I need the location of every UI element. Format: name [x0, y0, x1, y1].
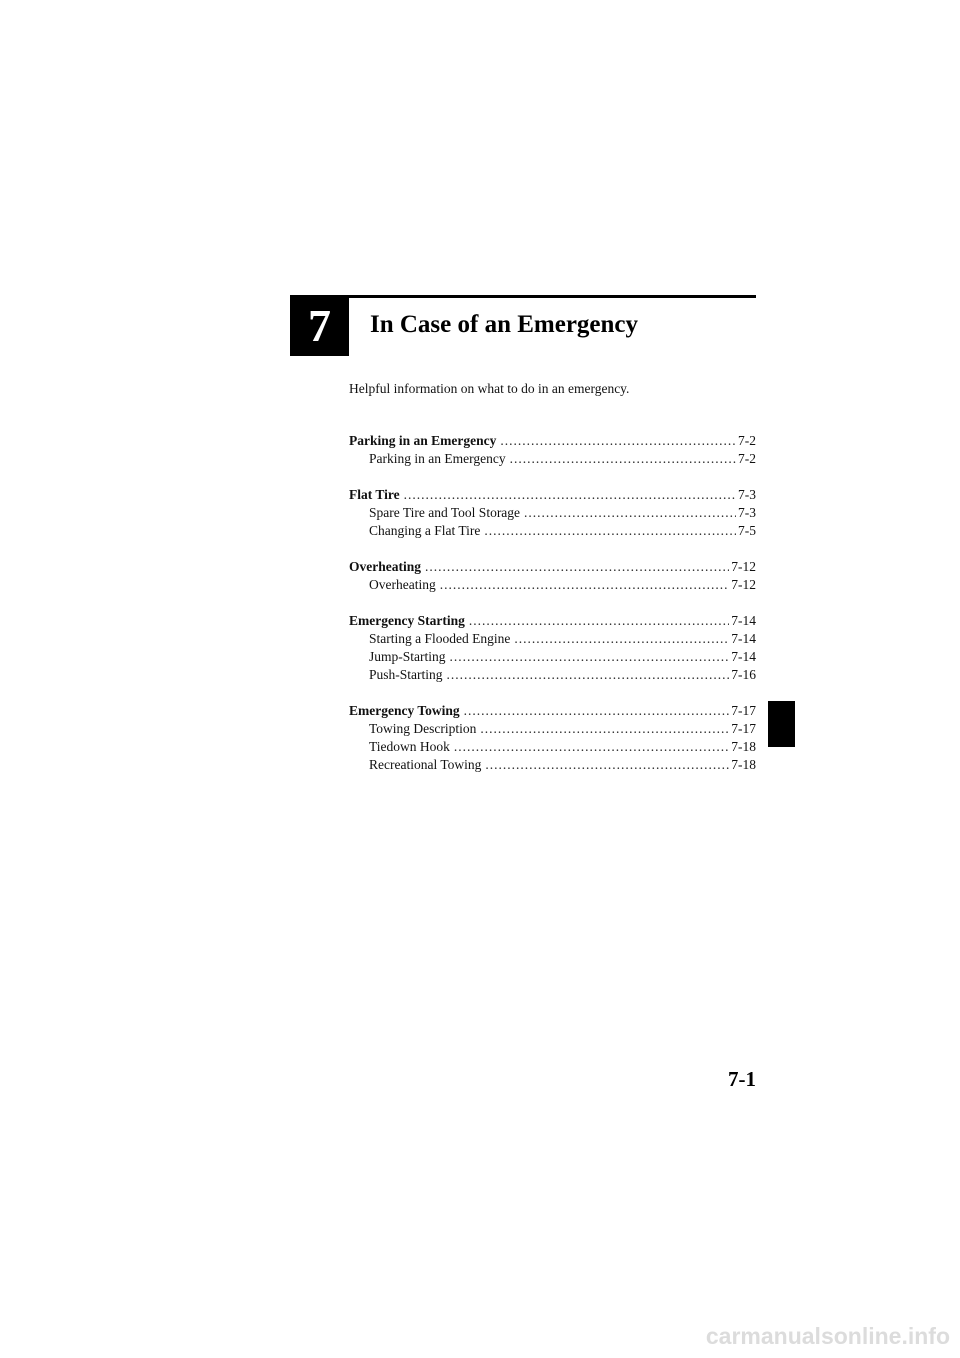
toc-leader-dots	[485, 756, 729, 774]
toc-section-flat-tire	[349, 486, 756, 540]
chapter-side-tab	[768, 701, 795, 747]
chapter-header	[290, 295, 756, 357]
toc-subentry-title: Jump-Starting	[369, 649, 446, 664]
toc-subentry-page: 7-2	[738, 451, 756, 466]
toc-subentry-page: 7-12	[731, 577, 756, 592]
toc-entry[interactable]	[349, 702, 756, 720]
toc-subentry-page: 7-14	[731, 649, 756, 664]
toc-leader-dots	[510, 450, 736, 468]
toc-entry-page: 7-3	[738, 487, 756, 502]
toc-subentry[interactable]	[349, 450, 756, 468]
toc-subentry[interactable]	[349, 720, 756, 738]
toc-subentry[interactable]	[349, 666, 756, 684]
toc-entry-page: 7-17	[731, 703, 756, 718]
toc-entry-page: 7-14	[731, 613, 756, 628]
toc-entry-title: Overheating	[349, 559, 421, 574]
toc-leader-dots	[469, 612, 729, 630]
toc-entry-title: Emergency Starting	[349, 613, 465, 628]
toc-subentry[interactable]	[349, 648, 756, 666]
toc-entry-title: Emergency Towing	[349, 703, 460, 718]
toc-subentry-title: Parking in an Emergency	[369, 451, 506, 466]
toc-leader-dots	[404, 486, 736, 504]
toc-section-overheating	[349, 558, 756, 594]
toc-subentry-page: 7-18	[731, 739, 756, 754]
toc-subentry[interactable]	[349, 504, 756, 522]
chapter-intro: Helpful information on what to do in an emergency.	[349, 381, 630, 396]
toc-section-parking	[349, 432, 756, 468]
watermark: carmanualsonline.info	[705, 1323, 950, 1349]
toc-subentry-title: Recreational Towing	[369, 757, 482, 772]
toc-leader-dots	[447, 666, 730, 684]
toc-leader-dots	[500, 432, 736, 450]
toc-subentry-title: Push-Starting	[369, 667, 443, 682]
toc-subentry[interactable]	[349, 630, 756, 648]
toc-entry[interactable]	[349, 558, 756, 576]
toc-subentry[interactable]	[349, 576, 756, 594]
toc-entry[interactable]	[349, 432, 756, 450]
chapter-title: In Case of an Emergency	[370, 311, 639, 338]
toc-leader-dots	[514, 630, 729, 648]
toc-leader-dots	[464, 702, 730, 720]
toc-section-emergency-starting	[349, 612, 756, 684]
toc-subentry-page: 7-16	[731, 667, 756, 682]
toc-subentry-page: 7-18	[731, 757, 756, 772]
toc-subentry[interactable]	[349, 522, 756, 540]
toc-entry-title: Flat Tire	[349, 487, 400, 502]
toc-leader-dots	[425, 558, 729, 576]
toc-subentry-page: 7-5	[738, 523, 756, 538]
toc-subentry-title: Overheating	[369, 577, 436, 592]
toc-entry[interactable]	[349, 612, 756, 630]
table-of-contents	[349, 432, 756, 792]
toc-leader-dots	[454, 738, 729, 756]
toc-subentry-page: 7-3	[738, 505, 756, 520]
page-number: 7-1	[728, 1067, 756, 1091]
toc-entry[interactable]	[349, 486, 756, 504]
toc-subentry[interactable]	[349, 756, 756, 774]
toc-entry-title: Parking in an Emergency	[349, 433, 497, 448]
toc-subentry-title: Tiedown Hook	[369, 739, 450, 754]
toc-leader-dots	[440, 576, 730, 594]
toc-subentry-title: Spare Tire and Tool Storage	[369, 505, 521, 520]
toc-entry-page: 7-12	[731, 559, 756, 574]
toc-subentry-title: Starting a Flooded Engine	[369, 631, 511, 646]
toc-subentry-page: 7-17	[731, 721, 756, 736]
chapter-number-box: 7	[290, 295, 349, 356]
toc-leader-dots	[484, 522, 736, 540]
chapter-header-rule	[290, 295, 756, 298]
toc-section-emergency-towing	[349, 702, 756, 774]
toc-subentry-page: 7-14	[731, 631, 756, 646]
toc-leader-dots	[524, 504, 736, 522]
toc-entry-page: 7-2	[738, 433, 756, 448]
toc-subentry[interactable]	[349, 738, 756, 756]
toc-subentry-title: Towing Description	[369, 721, 477, 736]
toc-subentry-title: Changing a Flat Tire	[369, 523, 481, 538]
toc-leader-dots	[480, 720, 729, 738]
toc-leader-dots	[450, 648, 730, 666]
